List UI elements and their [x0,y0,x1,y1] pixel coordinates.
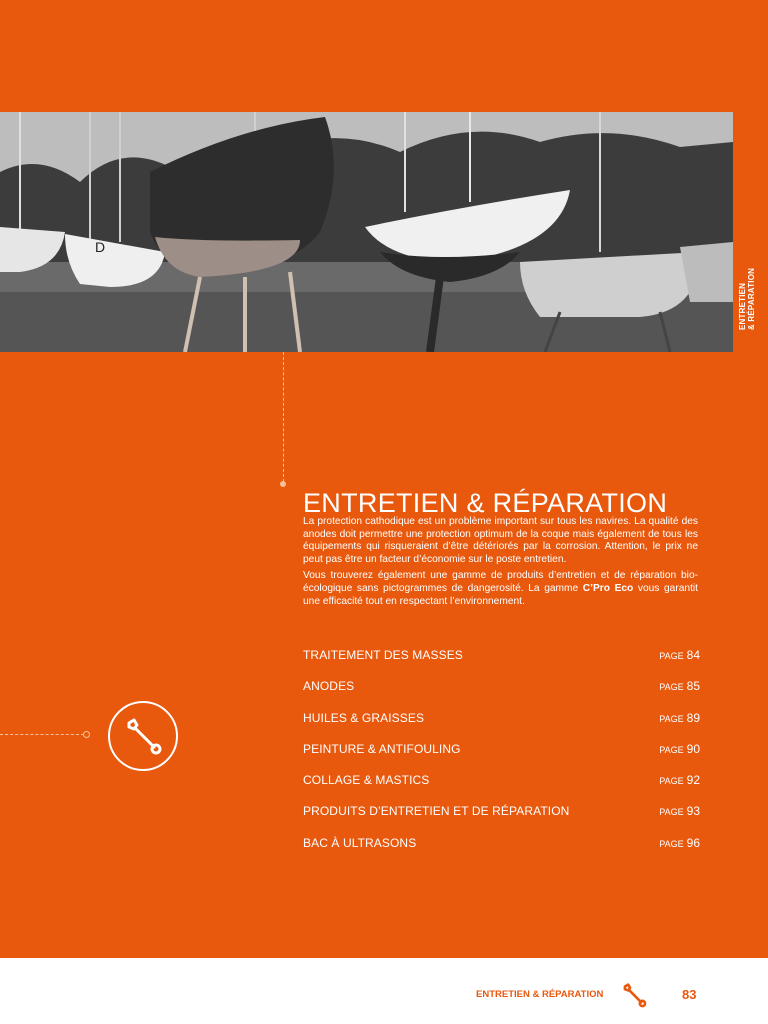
page-prefix: PAGE [659,682,684,693]
connector-ring [83,731,90,738]
intro-paragraph-2 [303,570,698,608]
toc-item-page [659,773,700,787]
toc-item-page [659,836,700,850]
page-prefix: PAGE [659,776,684,787]
brand-name: C’Pro Eco [582,582,634,594]
page-title: ENTRETIEN & RÉPARATION [303,488,668,519]
toc-item[interactable] [303,804,700,835]
toc-item-page [659,742,700,756]
toc-item-label: HUILES & GRAISSES [303,710,425,725]
intro-paragraph-2-start: Vous trouverez également une gamme de produits d’entretien et de réparation bio-écologique sans pictogrammes de dangerosité. La gamme [303,570,698,594]
boatyard-photo [0,112,733,352]
toc-item-label: BAC À ULTRASONS [303,835,417,850]
side-tab-label [738,268,756,330]
svg-text:D: D [95,239,106,255]
intro-paragraph-1: La protection cathodique est un problème important sur tous les navires. La qualité des anodes doit permettre une protection optimum de la coque mais également de tous les équipements qui risqueraient d’être détériorés par la corrosion. Attention, le prix ne peut pas être un facteur d’économie sur le poste entretien. [303,516,698,565]
toc-item[interactable] [303,742,700,773]
toc-item-page [659,679,700,693]
toc-item-page [659,648,700,662]
page-number: 85 [686,679,700,694]
toc-item[interactable] [303,773,700,804]
page-number: 84 [686,648,700,662]
side-tab-line2: & RÉPARATION [747,267,756,330]
toc-item-label: PEINTURE & ANTIFOULING [303,741,461,756]
page-prefix: PAGE [659,651,684,661]
page-number: 93 [686,804,700,819]
intro-paragraph-2-end: vous garantit une efficacité tout en respectant l’environnement. [303,582,698,607]
page-number: 89 [686,710,700,725]
toc-item[interactable] [303,679,700,710]
page-prefix: PAGE [659,807,684,818]
toc-item[interactable] [303,836,700,867]
page-prefix: PAGE [659,838,684,849]
side-tab-line1: ENTRETIEN [738,282,747,330]
toc-item[interactable] [303,648,700,679]
page-number-footer: 83 [682,987,697,1002]
toc-item-page [659,804,700,818]
toc-item-label: PRODUITS D’ENTRETIEN ET DE RÉPARATION [303,804,570,819]
page-number: 90 [686,741,700,756]
page-number: 92 [686,773,700,788]
footer-wrench-icon [621,982,647,1013]
vertical-dashed-connector [283,352,284,482]
section-icon-badge [108,701,178,771]
page-prefix: PAGE [659,744,684,755]
intro-text [303,516,698,612]
toc-item-label: ANODES [303,679,355,694]
toc-item[interactable] [303,711,700,742]
horizontal-dashed-connector [0,734,84,735]
table-of-contents [303,648,700,867]
toc-item-page [659,711,700,725]
page-number: 96 [686,835,700,850]
connector-dot [280,481,286,487]
wrench-icon [123,716,163,756]
toc-item-label: TRAITEMENT DES MASSES [303,648,463,662]
footer-section-label: ENTRETIEN & RÉPARATION [476,989,604,1000]
toc-item-label: COLLAGE & MASTICS [303,773,430,788]
page-prefix: PAGE [659,713,684,724]
